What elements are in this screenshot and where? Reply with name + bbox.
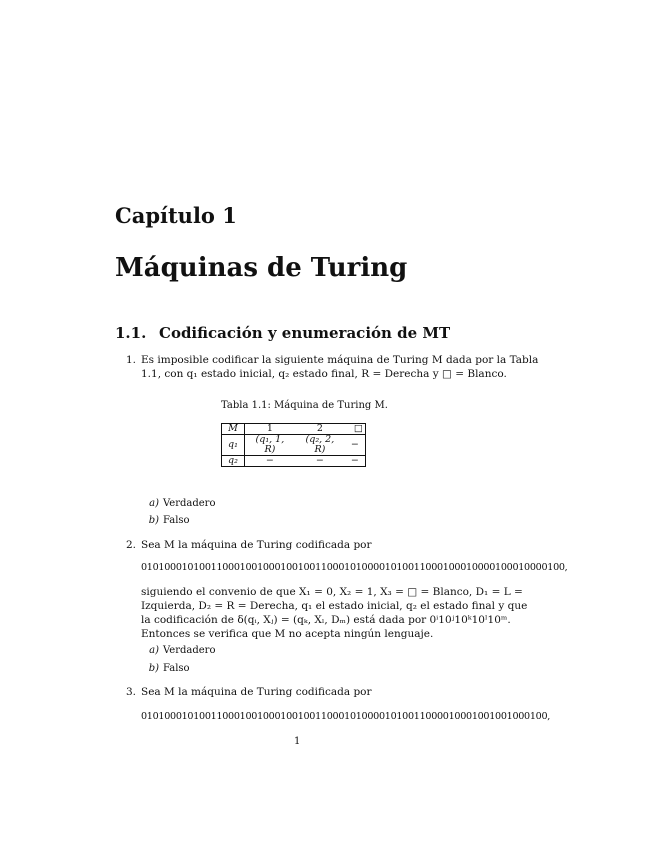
chapter-label: Capítulo 1: [115, 203, 237, 228]
option-b[interactable]: [143, 515, 190, 526]
question-line: Entonces se verifica que M no acepta ningún lenguaje.: [141, 628, 434, 640]
question-intro: Sea M la máquina de Turing codificada por: [141, 686, 372, 698]
page-number: 1: [294, 736, 301, 747]
table-header-row: [222, 424, 366, 435]
question-number: 3.: [125, 686, 136, 698]
question-line: 1.1, con q₁ estado inicial, q₂ estado final, R = Derecha y □ = Blanco.: [141, 368, 507, 380]
option-label: b): [148, 663, 159, 674]
table-cell: −: [345, 435, 365, 456]
option-label: b): [148, 515, 159, 526]
option-text: Falso: [163, 663, 190, 674]
question-2-body: [141, 585, 527, 641]
option-label: a): [149, 498, 159, 509]
question-number: 1.: [125, 354, 136, 366]
table-header-cell: □: [345, 424, 365, 435]
table-cell: −: [295, 456, 345, 467]
option-text: Verdadero: [163, 498, 216, 509]
table-header-cell: 2: [295, 424, 345, 435]
option-label: a): [149, 645, 159, 656]
question-3: [123, 685, 372, 699]
option-a[interactable]: [143, 498, 216, 509]
question-intro: Sea M la máquina de Turing codificada por: [141, 539, 372, 551]
option-text: Falso: [163, 515, 190, 526]
section-number: 1.1.: [115, 324, 147, 342]
table-cell: q₁: [222, 435, 245, 456]
table-cell: q₂: [222, 456, 245, 467]
question-number: 2.: [125, 539, 136, 551]
table-caption: Tabla 1.1: Máquina de Turing M.: [221, 400, 388, 411]
section-title: Codificación y enumeración de MT: [159, 324, 451, 342]
table-cell: (q₂, 2, R): [295, 435, 345, 456]
table-cell: (q₁, 1, R): [244, 435, 295, 456]
question-line: Es imposible codificar la siguiente máquina de Turing M dada por la Tabla: [141, 354, 539, 366]
option-b[interactable]: [143, 663, 190, 674]
table-cell: −: [345, 456, 365, 467]
section-heading: [115, 324, 450, 342]
table-cell: −: [244, 456, 295, 467]
option-text: Verdadero: [163, 645, 216, 656]
question-line: la codificación de δ(qᵢ, Xⱼ) = (qₖ, Xₗ, Dₘ) está dada por 0ⁱ10ʲ10ᵏ10ˡ10ᵐ.: [141, 614, 511, 626]
table-header-cell: 1: [244, 424, 295, 435]
question-line: Izquierda, D₂ = R = Derecha, q₁ el estado inicial, q₂ el estado final y que: [141, 600, 528, 612]
encoded-machine: 0101000101001100010010001001001100010100001010011000010001001001000100,: [141, 711, 551, 722]
chapter-title: Máquinas de Turing: [115, 253, 408, 283]
turing-machine-table: [221, 423, 366, 467]
encoded-machine: 0101000101001100010010001001001100010100001010011000100010000100010000100,: [141, 562, 568, 573]
question-1: [123, 353, 538, 381]
table-row: [222, 435, 366, 456]
table-header-cell: M: [222, 424, 245, 435]
option-a[interactable]: [143, 645, 216, 656]
question-2: [123, 538, 372, 552]
question-line: siguiendo el convenio de que X₁ = 0, X₂ = 1, X₃ = □ = Blanco, D₁ = L =: [141, 586, 523, 598]
table-row: [222, 456, 366, 467]
